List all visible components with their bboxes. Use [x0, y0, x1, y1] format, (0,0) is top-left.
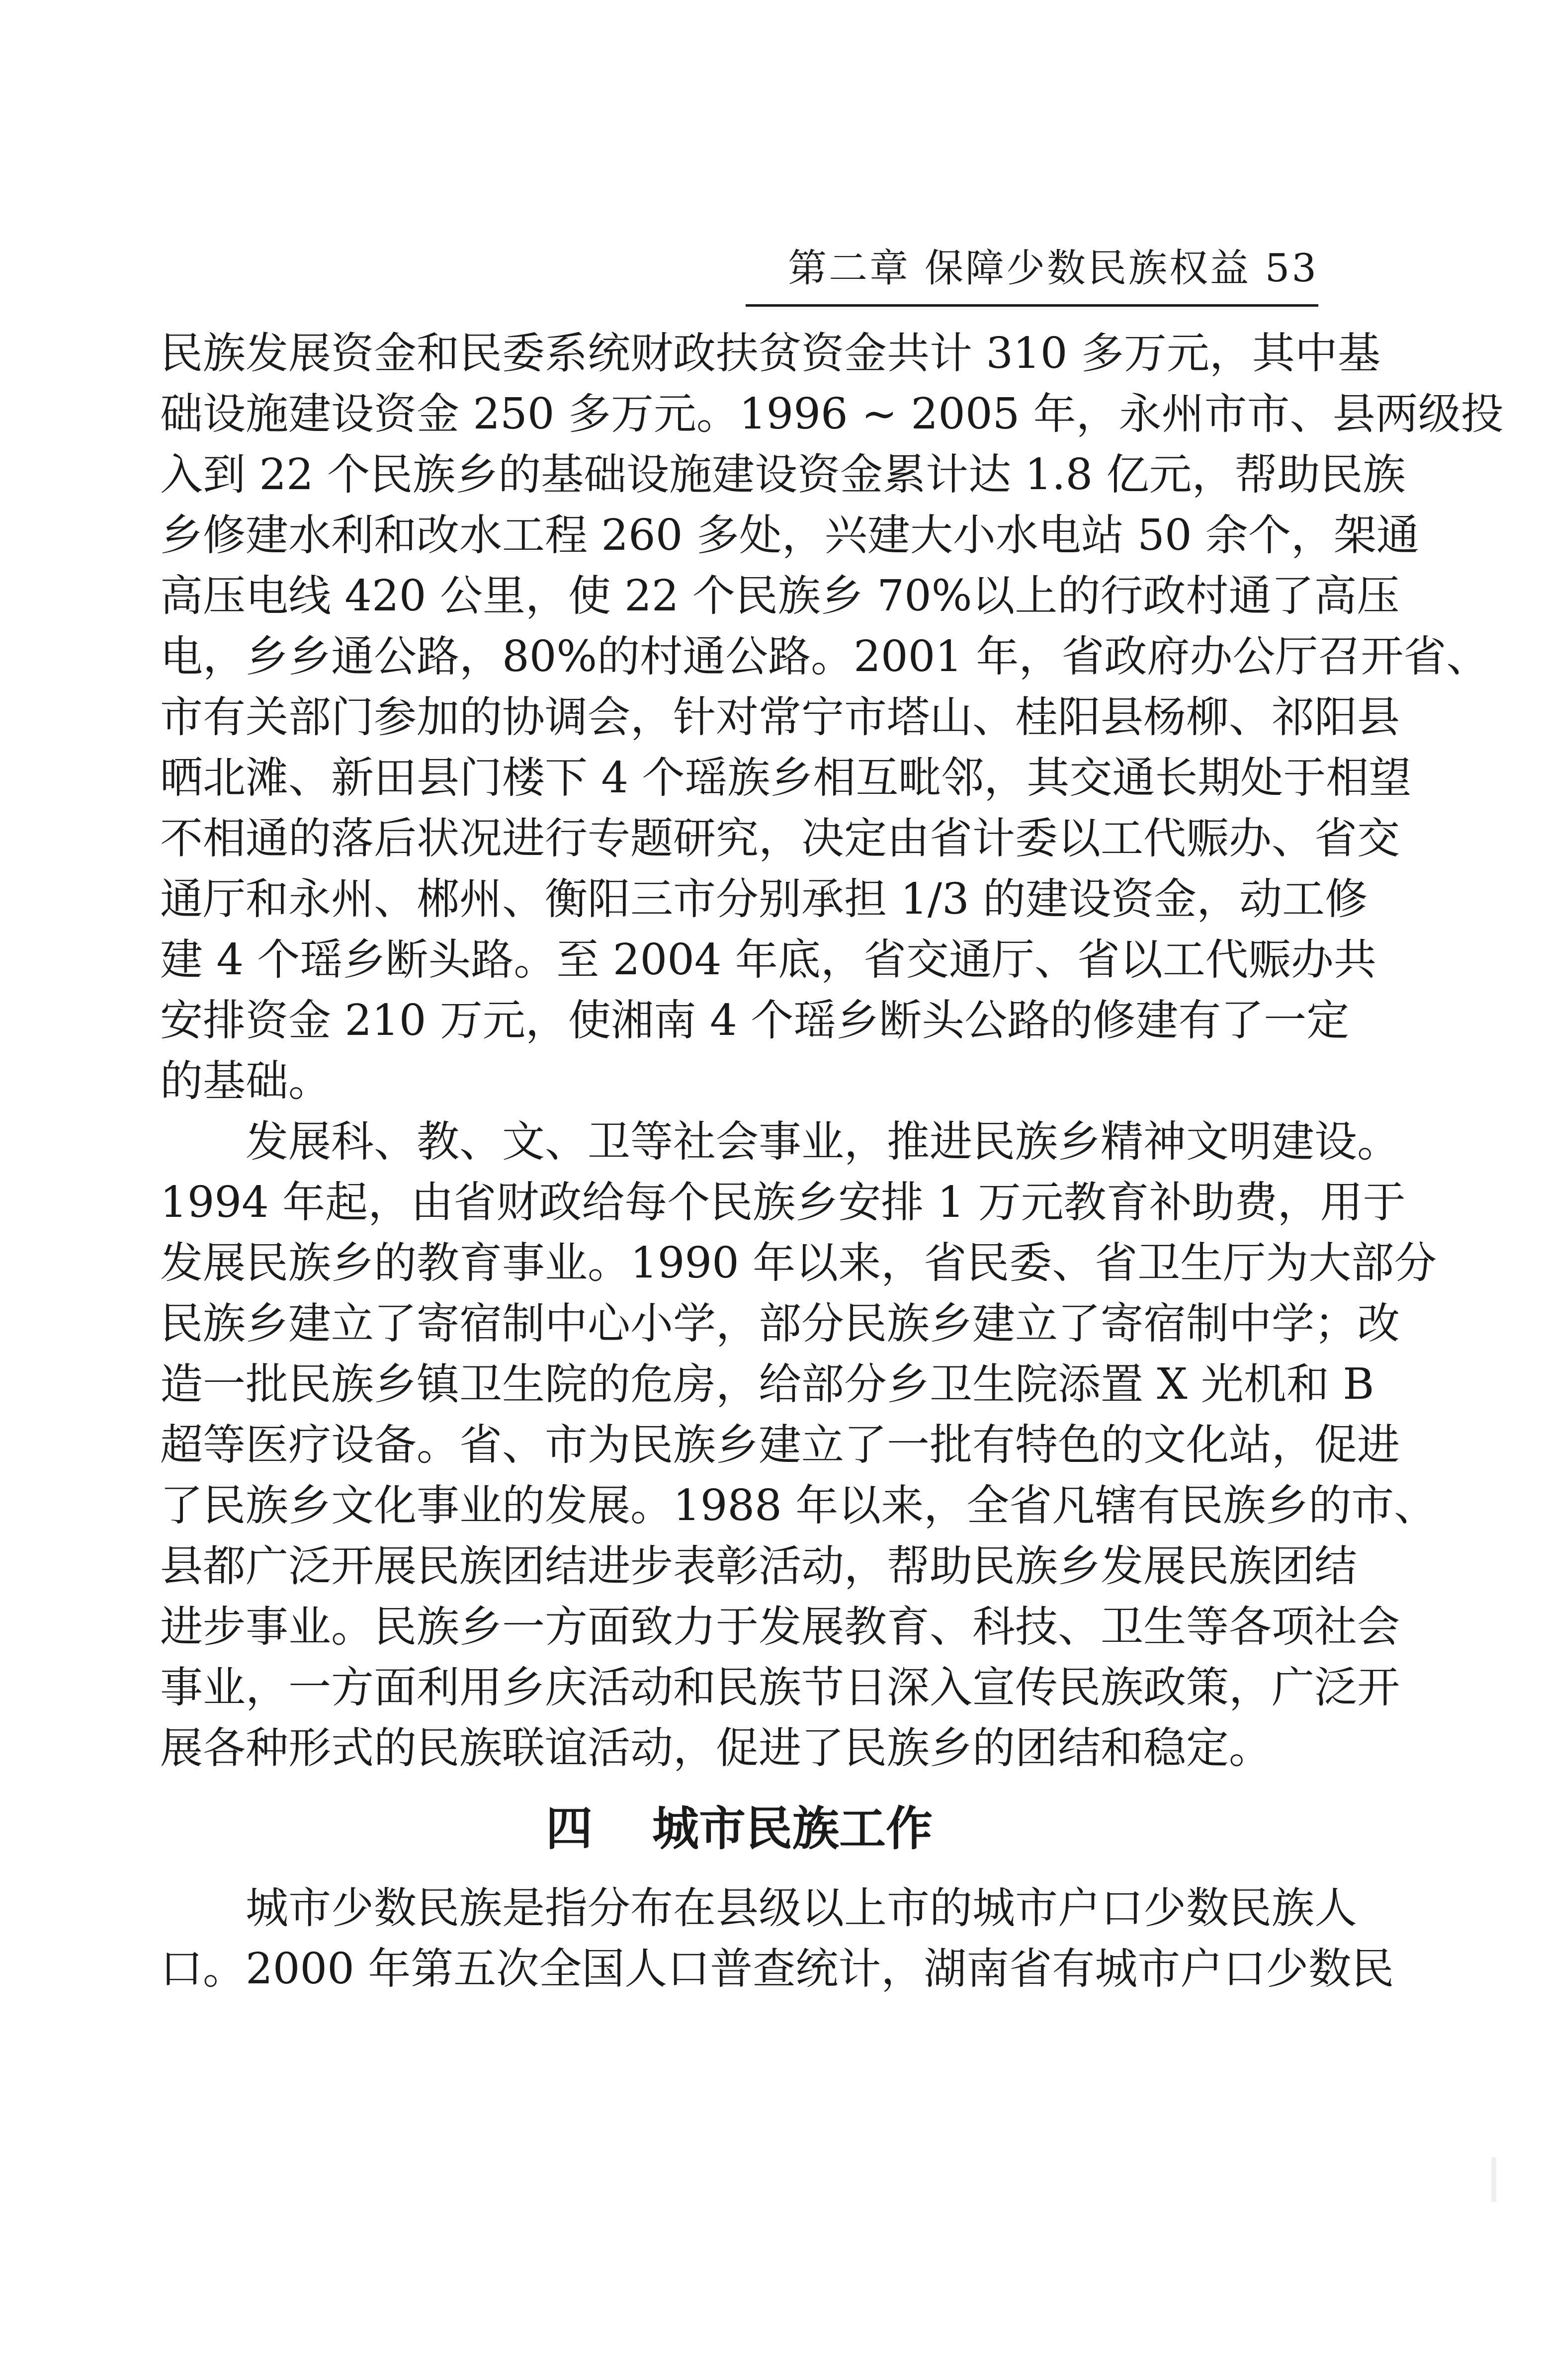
text-line: 民族发展资金和民委系统财政扶贫资金共计 310 多万元，其中基	[160, 329, 1380, 378]
text-line: 安排资金 210 万元，使湘南 4 个瑶乡断头公路的修建有了一定	[160, 996, 1350, 1045]
text-line: 市有关部门参加的协调会，针对常宁市塔山、桂阳县杨柳、祁阳县	[160, 692, 1400, 742]
text-line: 高压电线 420 公里，使 22 个民族乡 70%以上的行政村通了高压	[160, 571, 1400, 621]
scan-edge-mark	[1491, 2157, 1496, 2202]
text-line: 的基础。	[160, 1056, 331, 1106]
text-line: 造一批民族乡镇卫生院的危房，给部分乡卫生院添置 X 光机和 B	[160, 1360, 1374, 1409]
text-line: 晒北滩、新田县门楼下 4 个瑶族乡相互毗邻，其交通长期处于相望	[160, 753, 1412, 803]
text-line: 发展科、教、文、卫等社会事业，推进民族乡精神文明建设。	[246, 1117, 1400, 1167]
section-title: 城市民族工作	[652, 1802, 933, 1856]
text-line: 入到 22 个民族乡的基础设施建设资金累计达 1.8 亿元，帮助民族	[160, 450, 1406, 500]
text-line: 通厅和永州、郴州、衡阳三市分别承担 1/3 的建设资金，动工修	[160, 874, 1368, 924]
text-line: 础设施建设资金 250 多万元。1996 ~ 2005 年，永州市市、县两级投	[160, 389, 1504, 439]
text-line: 发展民族乡的教育事业。1990 年以来，省民委、省卫生厅为大部分	[160, 1238, 1437, 1288]
text-line: 进步事业。民族乡一方面致力于发展教育、科技、卫生等各项社会	[160, 1602, 1400, 1652]
text-line: 不相通的落后状况进行专题研究，决定由省计委以工代赈办、省交	[160, 814, 1400, 863]
paragraph-urban-minorities	[160, 1878, 1394, 1999]
text-line: 1994 年起，由省财政给每个民族乡安排 1 万元教育补助费，用于	[160, 1178, 1406, 1227]
paragraph-funding	[160, 323, 1504, 1111]
section-heading	[160, 1789, 1318, 1869]
text-line: 超等医疗设备。省、市为民族乡建立了一批有特色的文化站，促进	[160, 1420, 1400, 1470]
header-rule	[746, 304, 1318, 307]
text-line: 建 4 个瑶乡断头路。至 2004 年底，省交通厅、省以工代赈办共	[160, 935, 1376, 985]
text-line: 口。2000 年第五次全国人口普查统计，湖南省有城市户口少数民	[160, 1944, 1394, 1994]
text-line: 展各种形式的民族联谊活动，促进了民族乡的团结和稳定。	[160, 1723, 1272, 1773]
text-line: 乡修建水利和改水工程 260 多处，兴建大小水电站 50 余个，架通	[160, 510, 1419, 560]
text-line: 电，乡乡通公路，80%的村通公路。2001 年，省政府办公厅召开省、	[160, 632, 1489, 681]
text-line: 民族乡建立了寄宿制中心小学，部分民族乡建立了寄宿制中学；改	[160, 1299, 1400, 1349]
text-line: 了民族乡文化事业的发展。1988 年以来，全省凡辖有民族乡的市、	[160, 1481, 1437, 1530]
text-line: 县都广泛开展民族团结进步表彰活动，帮助民族乡发展民族团结	[160, 1541, 1357, 1591]
paragraph-social-services	[160, 1111, 1437, 1779]
text-line: 城市少数民族是指分布在县级以上市的城市户口少数民族人	[246, 1883, 1357, 1933]
body-text	[160, 323, 1504, 1999]
text-line: 事业，一方面利用乡庆活动和民族节日深入宣传民族政策，广泛开	[160, 1663, 1400, 1712]
running-header: 第二章 保障少数民族权益 53	[788, 246, 1318, 291]
section-number: 四	[545, 1802, 593, 1856]
